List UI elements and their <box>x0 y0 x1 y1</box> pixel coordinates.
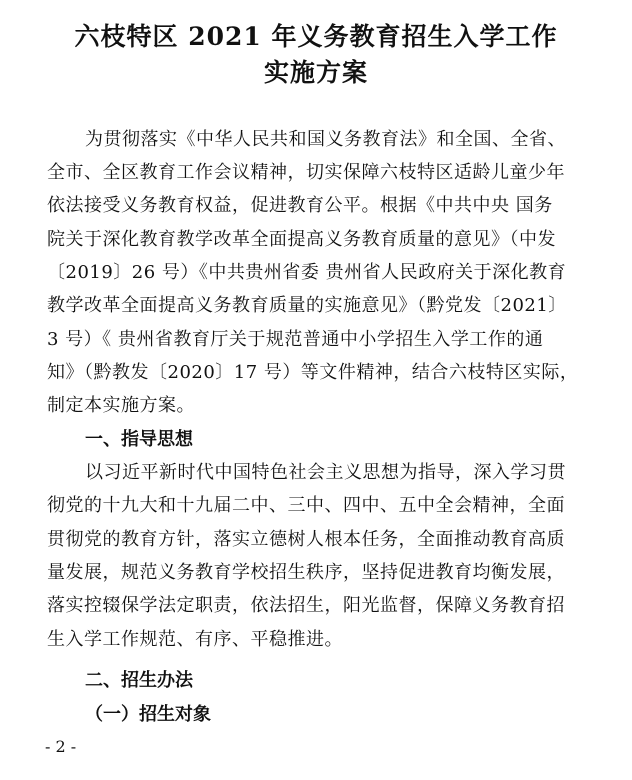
section-1-heading: 一、指导思想 <box>85 429 193 450</box>
section-1-line-4: 量发展，规范义务教育学校招生秩序，坚持促进教育均衡发展， <box>47 562 565 583</box>
document-title-line-1: 六枝特区 2021 年义务教育招生入学工作 <box>74 22 558 51</box>
section-1-line-6: 生入学工作规范、有序、平稳推进。 <box>47 629 343 650</box>
section-1-line-2: 彻党的十九大和十九届二中、三中、四中、五中全会精神，全面 <box>47 495 565 516</box>
document-title-line-2: 实施方案 <box>263 58 368 87</box>
intro-line-8: 知》（黔教发〔2020〕17 号）等文件精神，结合六枝特区实际， <box>47 362 579 383</box>
intro-line-4: 院关于深化教育教学改革全面提高义务教育质量的意见》（中发 <box>47 229 556 250</box>
section-1-line-3: 贯彻党的教育方针，落实立德树人根本任务，全面推动教育高质 <box>47 529 565 550</box>
intro-line-3: 依法接受义务教育权益，促进教育公平。根据《中共中央 国务 <box>47 195 553 216</box>
intro-line-2: 全市、全区教育工作会议精神，切实保障六枝特区适龄儿童少年 <box>47 162 565 183</box>
section-1-line-5: 落实控辍保学法定职责，依法招生，阳光监督，保障义务教育招 <box>47 595 565 616</box>
intro-line-1: 为贯彻落实《中华人民共和国义务教育法》和全国、全省、 <box>85 129 566 150</box>
section-1-line-1: 以习近平新时代中国特色社会主义思想为指导，深入学习贯 <box>85 462 566 483</box>
section-2-subheading-1: （一）招生对象 <box>85 704 211 725</box>
intro-line-9: 制定本实施方案。 <box>47 395 195 416</box>
intro-line-5: 〔2019〕26 号）《中共贵州省委 贵州省人民政府关于深化教育 <box>47 262 567 283</box>
page-number: - 2 - <box>45 737 77 756</box>
intro-line-6: 教学改革全面提高义务教育质量的实施意见》（黔党发〔2021〕 <box>47 295 567 316</box>
section-2-heading: 二、招生办法 <box>85 670 193 691</box>
intro-line-7: 3 号）《 贵州省教育厅关于规范普通中小学招生入学工作的通 <box>47 329 544 350</box>
